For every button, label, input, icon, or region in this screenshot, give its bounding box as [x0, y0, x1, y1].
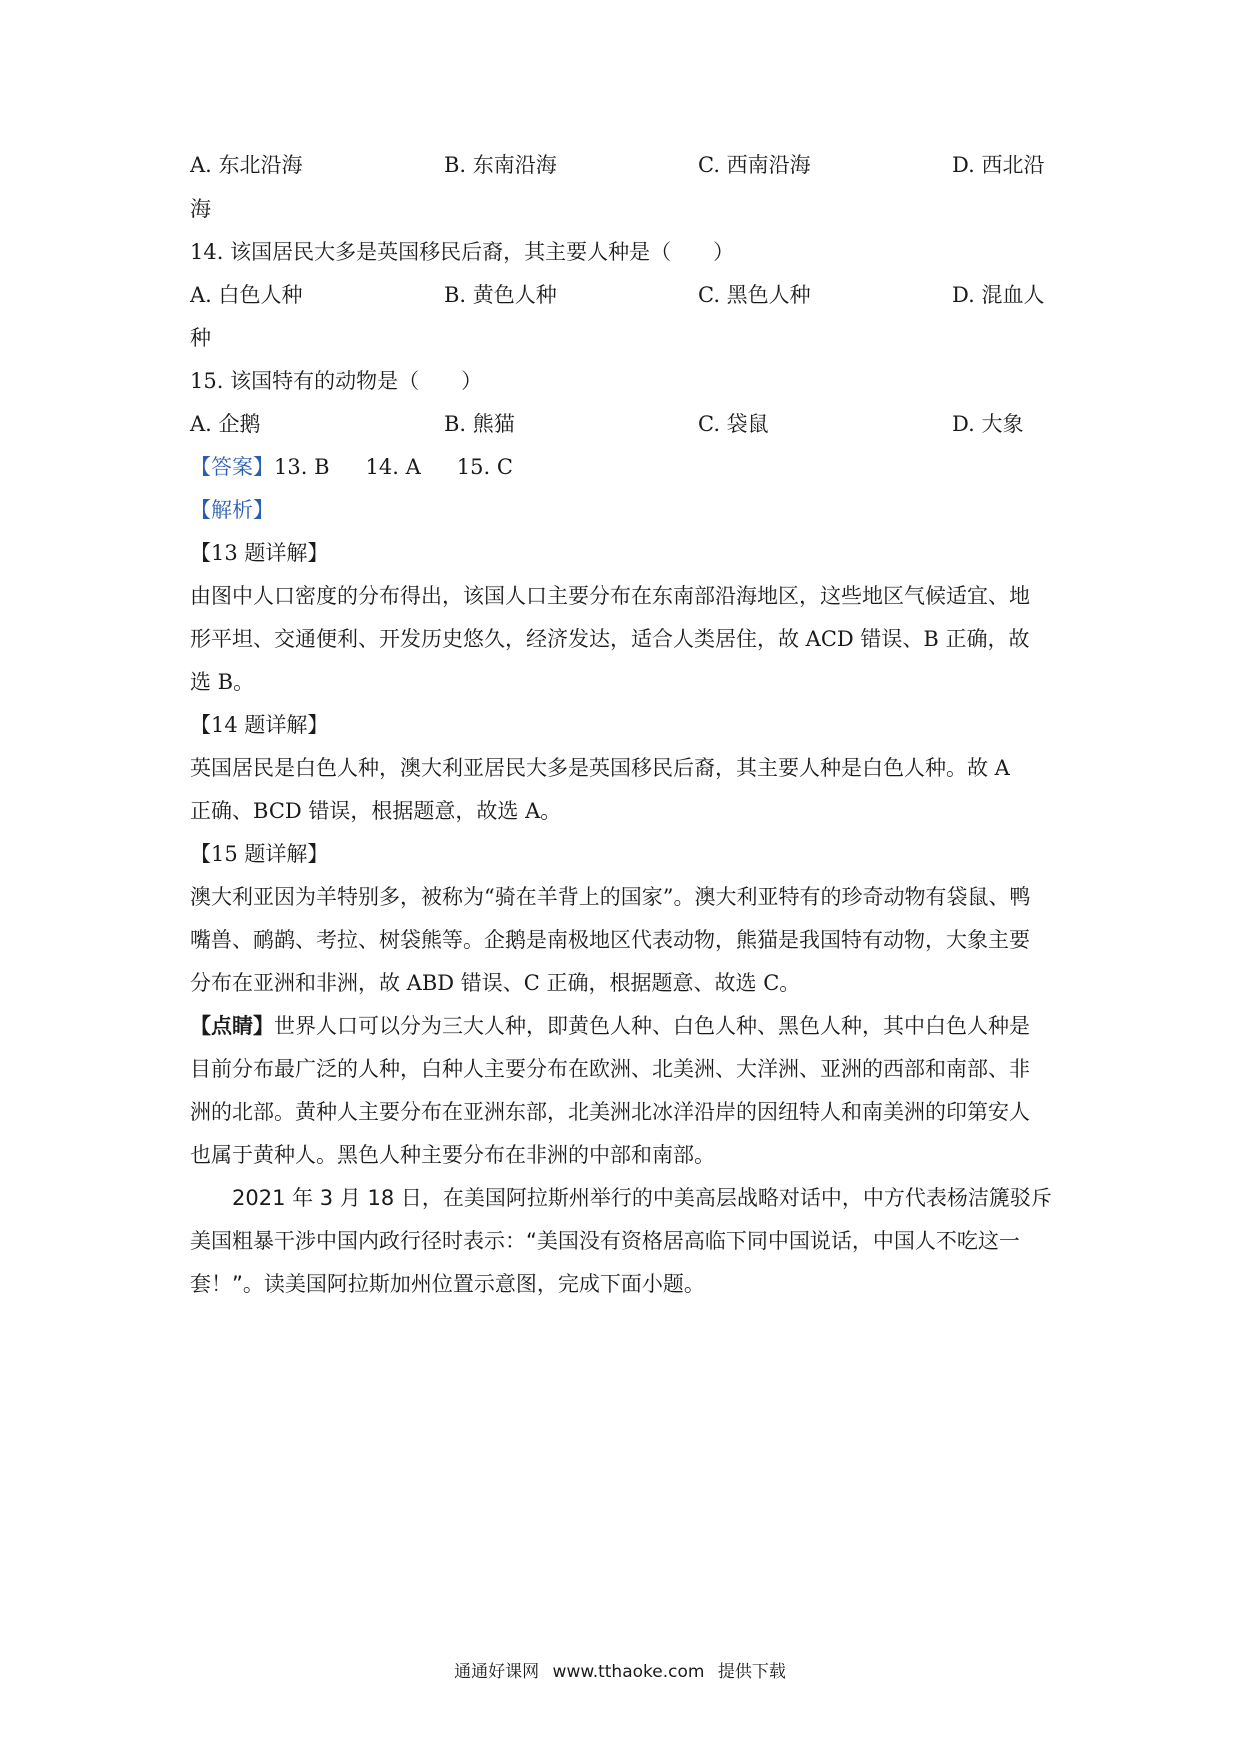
- q15-option-c: C. 袋鼠: [698, 412, 769, 436]
- footer-site-name: 通通好课网: [454, 1662, 540, 1682]
- passage-line-1: 2021 年 3 月 18 日，在美国阿拉斯州举行的中美高层战略对话中，中方代表杨洁篪驳斥: [190, 1186, 1052, 1210]
- q13-option-d: D. 西北沿: [952, 153, 1045, 177]
- detail-15-title: 【15 题详解】: [190, 842, 329, 866]
- tip-line-4: 也属于黄种人。黑色人种主要分布在非洲的中部和南部。: [190, 1143, 715, 1167]
- answer-line: [190, 452, 1060, 482]
- q15-option-d: D. 大象: [952, 412, 1024, 436]
- answer-13: 13. B: [274, 455, 330, 479]
- q14-option-d: D. 混血人: [952, 283, 1045, 307]
- passage-line-3: 套！”。读美国阿拉斯加州位置示意图，完成下面小题。: [190, 1272, 705, 1296]
- q14-option-b: B. 黄色人种: [444, 283, 557, 307]
- detail-13-title: 【13 题详解】: [190, 541, 329, 565]
- detail-14-line-1: 英国居民是白色人种，澳大利亚居民大多是英国移民后裔，其主要人种是白色人种。故 A: [190, 756, 1010, 780]
- tip-line-2: 目前分布最广泛的人种，白种人主要分布在欧洲、北美洲、大洋洲、亚洲的西部和南部、非: [190, 1057, 1030, 1081]
- detail-14-title: 【14 题详解】: [190, 713, 329, 737]
- detail-13-line-3: 选 B。: [190, 670, 255, 694]
- q13-option-b: B. 东南沿海: [444, 153, 557, 177]
- detail-13-line-2: 形平坦、交通便利、开发历史悠久，经济发达，适合人类居住，故 ACD 错误、B 正确，故: [190, 627, 1030, 651]
- q14-option-wrap: 种: [190, 326, 211, 350]
- footer-suffix: 提供下载: [717, 1662, 786, 1682]
- q15-option-a: A. 企鹅: [190, 412, 261, 436]
- q15-stem: 15. 该国特有的动物是（ ）: [190, 369, 483, 393]
- tip-label: 【点睛】: [190, 1013, 274, 1038]
- page-footer: [0, 1660, 1240, 1684]
- passage-line-2: 美国粗暴干涉中国内政行径时表示：“美国没有资格居高临下同中国说话，中国人不吃这一: [190, 1229, 1020, 1253]
- answer-label: 【答案】: [190, 455, 274, 479]
- detail-15-line-1: 澳大利亚因为羊特别多，被称为“骑在羊背上的国家”。澳大利亚特有的珍奇动物有袋鼠、鸭: [190, 885, 1031, 909]
- q14-option-c: C. 黑色人种: [698, 283, 811, 307]
- answer-14: 14. A: [365, 455, 421, 479]
- analysis-label: 【解析】: [190, 498, 274, 522]
- q13-option-c: C. 西南沿海: [698, 153, 811, 177]
- q14-stem: 14. 该国居民大多是英国移民后裔，其主要人种是（ ）: [190, 240, 735, 264]
- tip-line-3: 洲的北部。黄种人主要分布在亚洲东部，北美洲北冰洋沿岸的因纽特人和南美洲的印第安人: [190, 1100, 1030, 1124]
- detail-15-line-3: 分布在亚洲和非洲，故 ABD 错误、C 正确，根据题意、故选 C。: [190, 971, 801, 995]
- detail-13-line-1: 由图中人口密度的分布得出，该国人口主要分布在东南部沿海地区，这些地区气候适宜、地: [190, 584, 1030, 608]
- q13-option-a: A. 东北沿海: [190, 153, 303, 177]
- footer-url[interactable]: www.tthaoke.com: [552, 1662, 705, 1682]
- answer-15: 15. C: [456, 455, 513, 479]
- q15-option-b: B. 熊猫: [444, 412, 515, 436]
- detail-14-line-2: 正确、BCD 错误，根据题意，故选 A。: [190, 799, 562, 823]
- q13-option-wrap: 海: [190, 197, 211, 221]
- tip-line-1: [190, 1011, 1060, 1041]
- tip-first-text: 世界人口可以分为三大人种，即黄色人种、白色人种、黑色人种，其中白色人种是: [274, 1014, 1030, 1038]
- q14-option-a: A. 白色人种: [190, 283, 303, 307]
- detail-15-line-2: 嘴兽、鸸鹋、考拉、树袋熊等。企鹅是南极地区代表动物，熊猫是我国特有动物，大象主要: [190, 928, 1030, 952]
